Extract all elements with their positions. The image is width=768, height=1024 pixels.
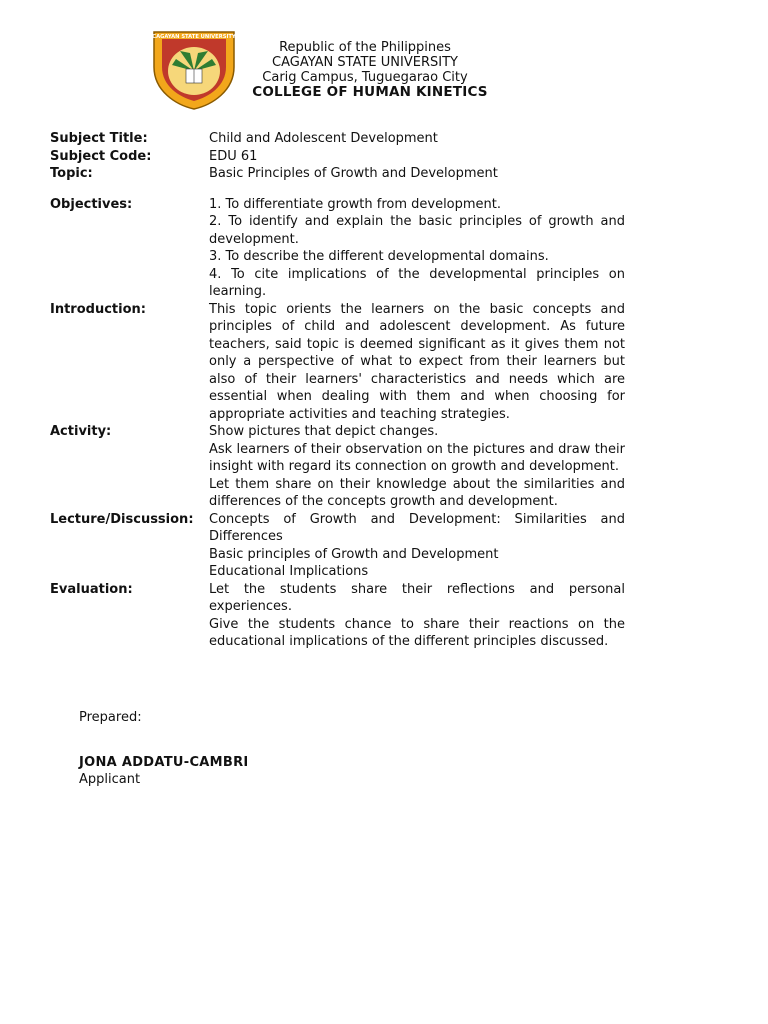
campus-line: Carig Campus, Tuguegarao City bbox=[262, 70, 468, 85]
subject-title-value: Child and Adolescent Development bbox=[209, 131, 438, 146]
objectives-row bbox=[50, 196, 625, 301]
logo-top-text: CAGAYAN STATE UNIVERSITY bbox=[152, 34, 236, 40]
objective-item: 4. To cite implications of the developmental principles on learning. bbox=[209, 266, 625, 299]
objective-item: 3. To describe the different developmental domains. bbox=[209, 249, 549, 264]
introduction-text: This topic orients the learners on the basic concepts and principles of child and adolescent development. As future teachers, said topic is deemed significant as it gives them not only a perspective of what to expect from their learners but also of their learners' characteristics and needs which are essential when dealing with them and when choosing for appropriate activities and teaching strategies. bbox=[209, 301, 625, 422]
objective-item: 1. To differentiate growth from development. bbox=[209, 196, 502, 212]
activity-item: Let them share on their knowledge about the similarities and differences of the concepts growth and development. bbox=[209, 476, 625, 509]
evaluation-item: Give the students chance to share their reactions on the educational implications of the different principles discussed. bbox=[209, 616, 625, 649]
university-line: CAGAYAN STATE UNIVERSITY bbox=[272, 55, 458, 70]
objectives-list bbox=[209, 196, 625, 301]
syllabus-body bbox=[50, 130, 625, 651]
topic-label: Topic: bbox=[50, 166, 93, 181]
lecture-item: Concepts of Growth and Development: Similarities and Differences bbox=[209, 511, 625, 544]
activity-item: Show pictures that depict changes. bbox=[209, 424, 439, 439]
subject-code-value: EDU 61 bbox=[209, 148, 258, 164]
university-seal-logo bbox=[150, 29, 238, 111]
lecture-list bbox=[209, 511, 625, 581]
evaluation-row bbox=[50, 581, 625, 651]
lecture-item: Educational Implications bbox=[209, 564, 369, 579]
activity-item: Ask learners of their observation on the pictures and draw their insight with regard its connection on growth and development. bbox=[209, 441, 625, 474]
topic-row bbox=[50, 165, 625, 183]
topic-value: Basic Principles of Growth and Development bbox=[209, 166, 498, 181]
signature-block bbox=[79, 754, 249, 788]
objective-item: 2. To identify and explain the basic principles of growth and development. bbox=[209, 214, 625, 247]
introduction-row bbox=[50, 301, 625, 424]
objectives-label: Objectives: bbox=[50, 196, 133, 212]
subject-title-row bbox=[50, 130, 625, 148]
signer-role: Applicant bbox=[79, 772, 141, 787]
college-line: COLLEGE OF HUMAN KINETICS bbox=[252, 84, 488, 100]
letterhead bbox=[240, 40, 490, 100]
activity-list bbox=[209, 423, 625, 511]
introduction-label: Introduction: bbox=[50, 301, 146, 317]
evaluation-list bbox=[209, 581, 625, 651]
lecture-label: Lecture/Discussion: bbox=[50, 511, 194, 527]
signer-name: JONA ADDATU-CAMBRI bbox=[79, 755, 249, 770]
evaluation-label: Evaluation: bbox=[50, 581, 133, 597]
prepared-label: Prepared: bbox=[79, 710, 142, 725]
republic-line: Republic of the Philippines bbox=[279, 40, 451, 55]
lecture-row bbox=[50, 511, 625, 581]
activity-label: Activity: bbox=[50, 424, 112, 439]
evaluation-item: Let the students share their reflections and personal experiences. bbox=[209, 581, 625, 614]
activity-row bbox=[50, 423, 625, 511]
subject-code-row bbox=[50, 148, 625, 166]
lecture-item: Basic principles of Growth and Development bbox=[209, 546, 499, 562]
subject-code-label: Subject Code: bbox=[50, 148, 152, 164]
subject-title-label: Subject Title: bbox=[50, 131, 148, 146]
